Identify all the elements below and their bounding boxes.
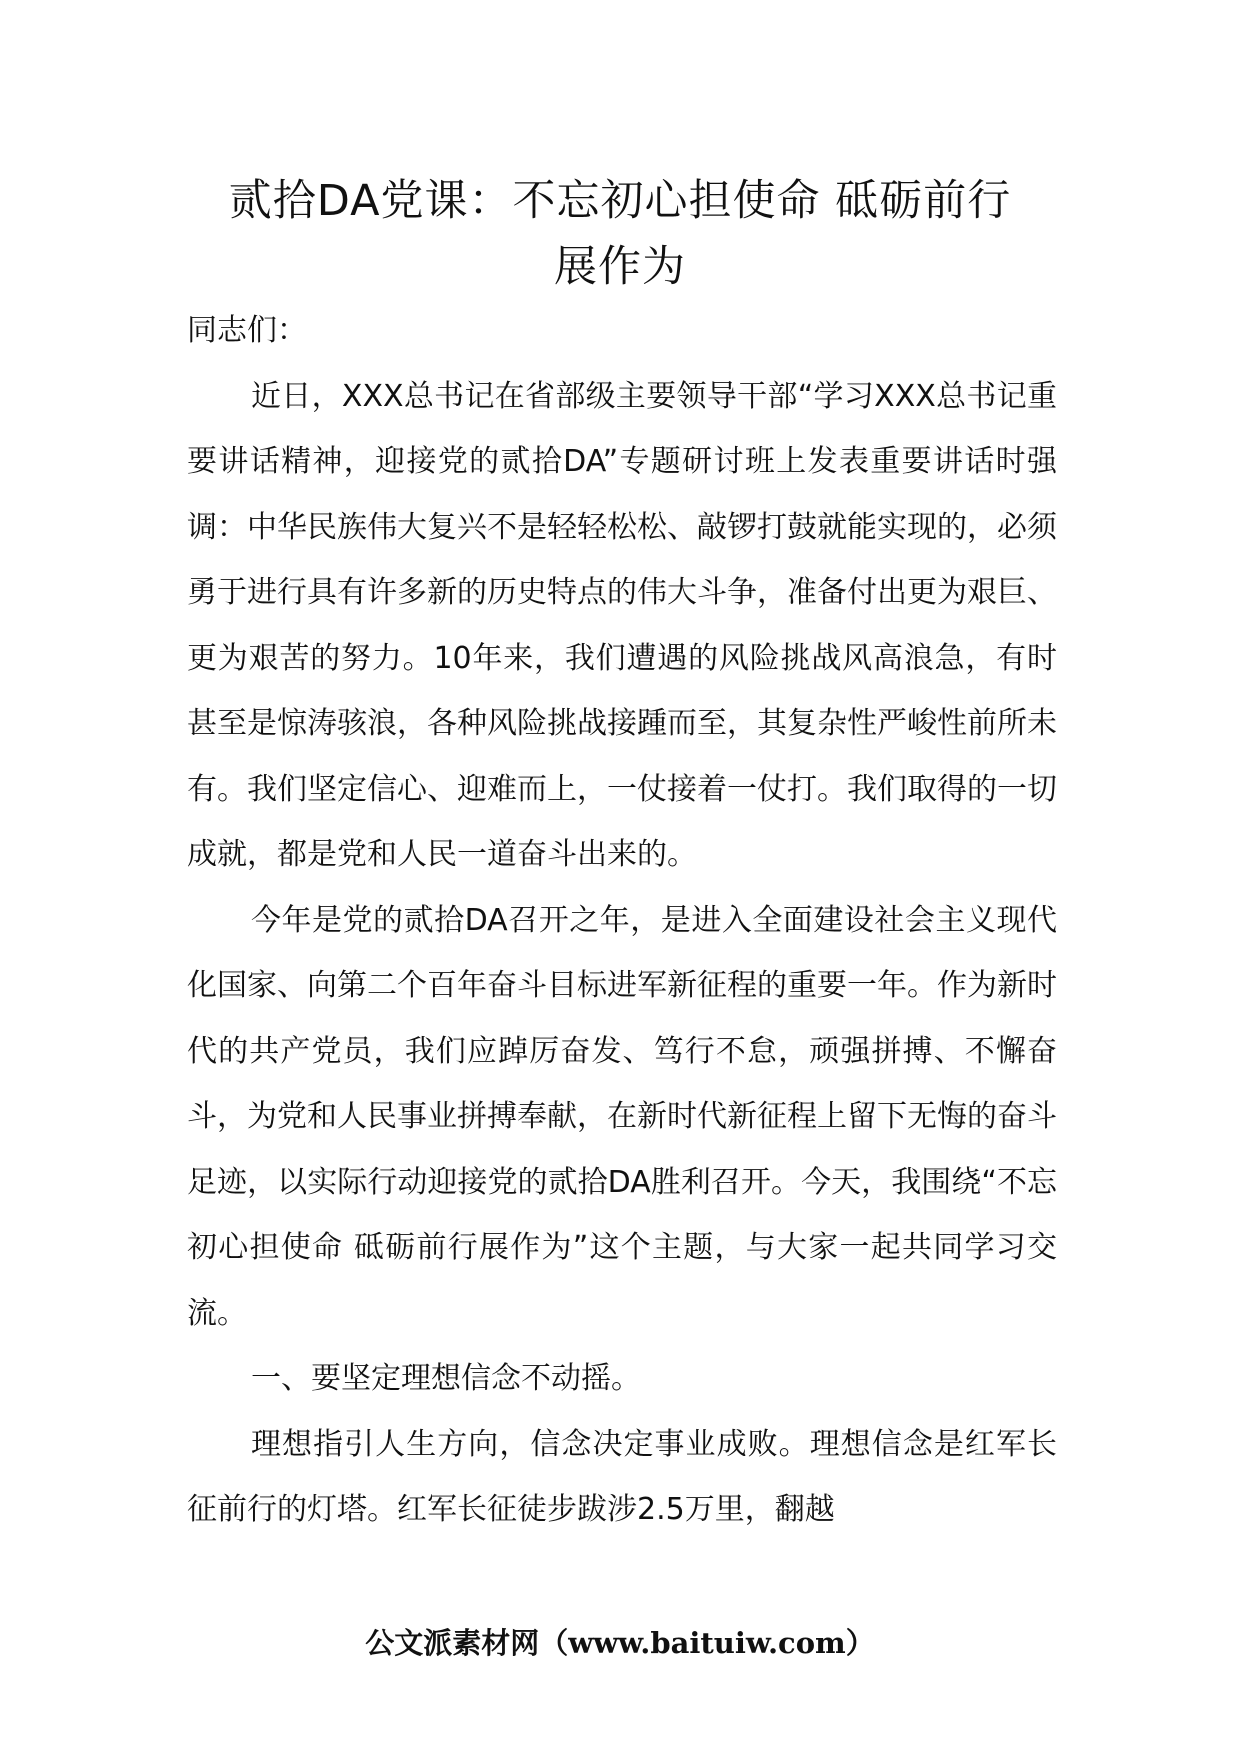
paragraph-2: 今年是党的贰拾DA召开之年，是进入全面建设社会主义现代化国家、向第二个百年奋斗目标进军新征程的重要一年。作为新时代的共产党员，我们应踔厉奋发、笃行不怠，顽强拼搏、不懈奋斗，为党和人民事业拼搏奉献，在新时代新征程上留下无悔的奋斗足迹，以实际行动迎接党的贰拾DA胜利召开。今天，我围绕“不忘初心担使命 砥砺前行展作为”这个主题，与大家一起共同学习交流。 <box>187 902 1057 1331</box>
section-heading: 一、要坚定理想信念不动摇。 <box>251 1361 641 1396</box>
title-line-2: 展作为 <box>554 242 686 292</box>
salutation: 同志们： <box>187 313 307 348</box>
paragraph-1: 近日，XXX总书记在省部级主要领导干部“学习XXX总书记重要讲话精神，迎接党的贰拾DA”专题研讨班上发表重要讲话时强调：中华民族伟大复兴不是轻轻松松、敲锣打鼓就能实现的，必须勇于进行具有许多新的历史特点的伟大斗争，准备付出更为艰巨、更为艰苦的努力。10年来，我们遭遇的风险挑战风高浪急，有时甚至是惊涛骇浪，各种风险挑战接踵而至，其复杂性严峻性前所未有。我们坚定信心、迎难而上，一仗接着一仗打。我们取得的一切成就，都是党和人民一道奋斗出来的。 <box>187 378 1057 872</box>
title-line-1: 贰拾DA党课：不忘初心担使命 砥砺前行 <box>228 176 1012 226</box>
document-title <box>170 168 1070 300</box>
footer-watermark: 公文派素材网（www.baituiw.com） <box>365 1626 875 1660</box>
document-body <box>187 298 1057 1543</box>
section-paragraph: 理想指引人生方向，信念决定事业成败。理想信念是红军长征前行的灯塔。红军长征徒步跋涉2.5万里，翻越 <box>187 1426 1057 1527</box>
